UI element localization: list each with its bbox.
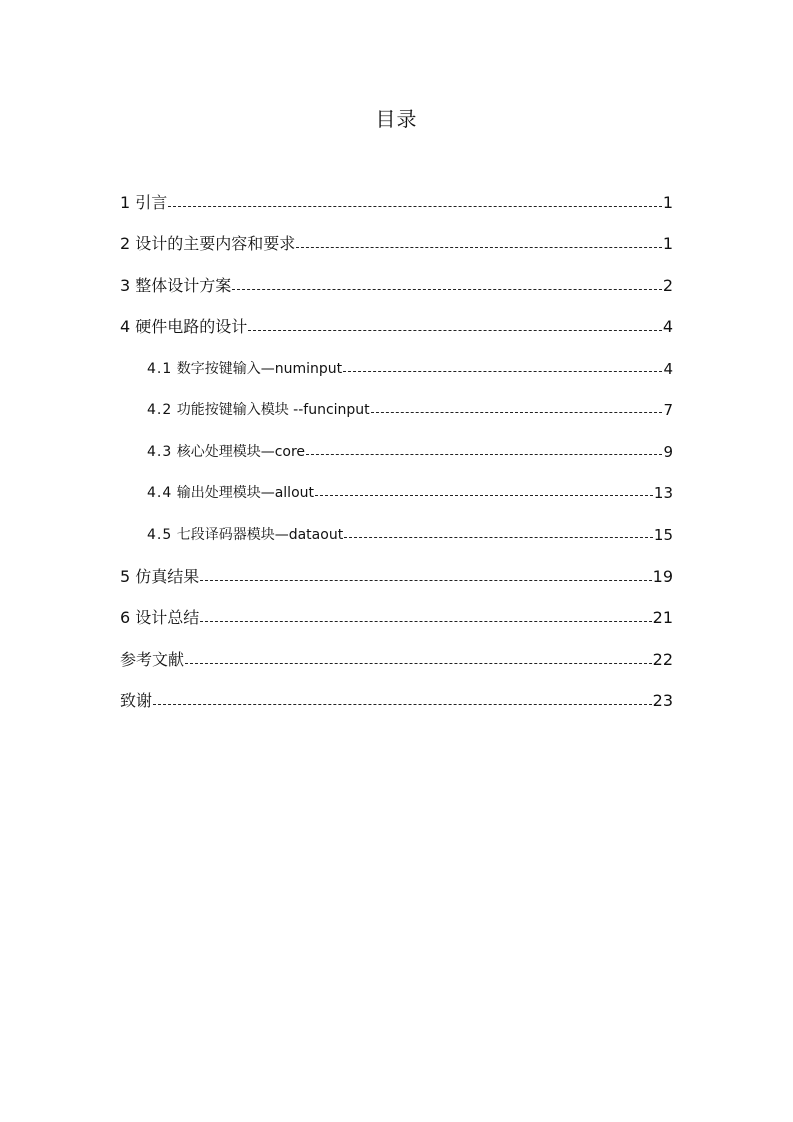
toc-entry-5[interactable]	[120, 564, 673, 588]
toc-dot-leader	[232, 289, 662, 290]
toc-entry-label	[120, 233, 295, 255]
toc-dot-leader	[153, 704, 652, 705]
toc-entry-4-2[interactable]	[147, 398, 673, 420]
toc-entry-page: 2	[662, 276, 673, 295]
toc-entry-acknowledgements[interactable]	[120, 688, 673, 712]
toc-entry-number: 2	[120, 234, 131, 253]
toc-entry-number: 4.3	[147, 444, 173, 460]
toc-entry-label	[120, 649, 184, 671]
toc-entry-4-5[interactable]	[147, 523, 673, 545]
toc-entry-page: 4	[663, 360, 673, 378]
toc-entry-number: 4.5	[147, 527, 173, 543]
toc-entry-4-3[interactable]	[147, 440, 673, 462]
toc-entry-title: 核心处理模块—core	[176, 444, 306, 460]
toc-entry-number: 1	[120, 193, 131, 212]
toc-entry-6[interactable]	[120, 605, 673, 629]
toc-entry-title: 致谢	[120, 691, 153, 710]
toc-entry-label	[120, 275, 231, 297]
toc-entry-page: 21	[652, 608, 673, 627]
toc-entry-title: 仿真结果	[135, 567, 200, 586]
toc-entry-page: 1	[662, 234, 673, 253]
toc-entry-title: 功能按键输入模块 --funcinput	[176, 402, 370, 418]
toc-dot-leader	[315, 495, 653, 496]
page-title: 目录	[375, 107, 418, 131]
toc-entry-title: 七段译码器模块—dataout	[176, 527, 344, 543]
toc-entry-label	[147, 525, 343, 545]
toc-entry-page: 15	[653, 526, 673, 544]
toc-entry-label	[120, 192, 167, 214]
toc-entry-title: 数字按键输入—numinput	[176, 361, 343, 377]
toc-entry-number: 6	[120, 608, 131, 627]
toc-entry-page: 23	[652, 691, 673, 710]
toc-entry-2[interactable]	[120, 231, 673, 255]
toc-entry-4[interactable]	[120, 314, 673, 338]
toc-entry-4-1[interactable]	[147, 357, 673, 379]
toc-dot-leader	[344, 537, 653, 538]
toc-dot-leader	[200, 621, 651, 622]
toc-entry-label	[120, 690, 152, 712]
toc-entry-number: 3	[120, 276, 131, 295]
toc-entry-label	[120, 316, 247, 338]
toc-dot-leader	[200, 580, 651, 581]
toc-entry-page: 7	[663, 401, 673, 419]
toc-entry-title: 设计总结	[135, 608, 200, 627]
toc-entry-number: 4.2	[147, 402, 173, 418]
toc-dot-leader	[343, 371, 662, 372]
toc-dot-leader	[248, 330, 662, 331]
toc-dot-leader	[185, 663, 652, 664]
toc-entry-title: 输出处理模块—allout	[176, 485, 315, 501]
toc-entry-label	[120, 566, 199, 588]
toc-entry-title: 参考文献	[120, 650, 185, 669]
toc-entry-label	[147, 483, 314, 503]
toc-entry-3[interactable]	[120, 273, 673, 297]
toc-dot-leader	[296, 247, 662, 248]
toc-entry-title: 引言	[135, 193, 168, 212]
toc-entry-title: 整体设计方案	[135, 276, 232, 295]
toc-entry-number: 4.1	[147, 361, 173, 377]
toc-entry-4-4[interactable]	[147, 481, 673, 503]
toc-entry-title: 硬件电路的设计	[135, 317, 248, 336]
toc-entry-number: 5	[120, 567, 131, 586]
toc-entry-label	[147, 359, 342, 379]
toc-entry-references[interactable]	[120, 647, 673, 671]
toc-entry-title: 设计的主要内容和要求	[135, 234, 296, 253]
toc-entry-page: 19	[652, 567, 673, 586]
toc-entry-number: 4.4	[147, 485, 173, 501]
toc-dot-leader	[168, 206, 662, 207]
toc-entry-label	[147, 400, 370, 420]
toc-entry-page: 9	[663, 443, 673, 461]
toc-dot-leader	[306, 454, 662, 455]
toc-entry-page: 13	[653, 484, 673, 502]
toc-entry-page: 22	[652, 650, 673, 669]
toc-entry-1[interactable]	[120, 190, 673, 214]
toc-entry-page: 1	[662, 193, 673, 212]
toc-entry-label	[147, 442, 305, 462]
toc-entry-label	[120, 607, 199, 629]
toc-dot-leader	[371, 412, 663, 413]
toc-entry-number: 4	[120, 317, 131, 336]
toc-entry-page: 4	[662, 317, 673, 336]
